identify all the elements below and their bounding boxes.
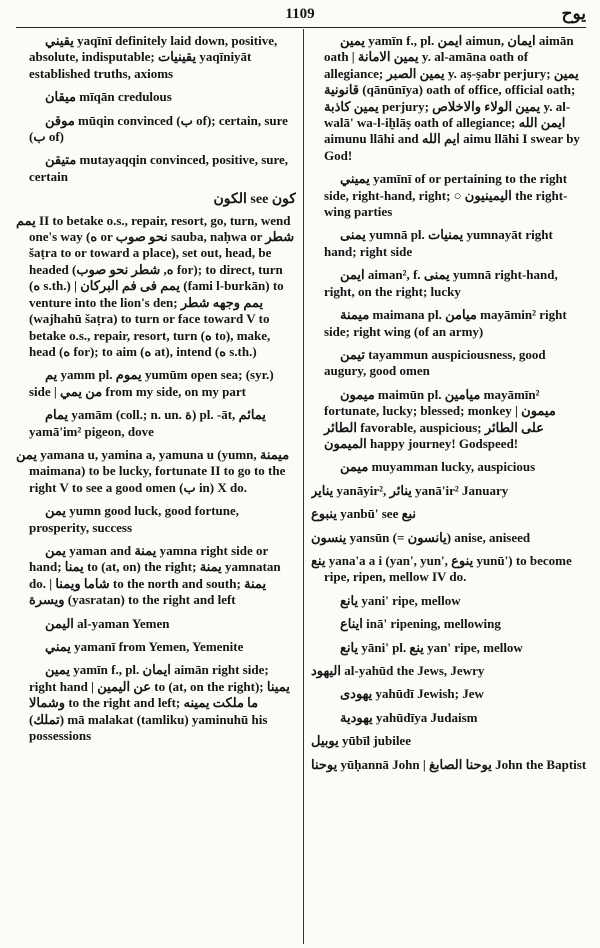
dictionary-entry: ينسون yansūn (= يانسون) anise, aniseed (311, 529, 531, 545)
dictionary-entry: يمام yamām (coll.; n. un. ة) pl. -āt, يمائم yamā'im² pigeon, dove (29, 407, 266, 439)
dictionary-entry: ينبوع yanbū' see نبع (311, 506, 417, 522)
dictionary-entry: يهودية yahūdīya Judaism (340, 709, 478, 725)
dictionary-entry: يهودى yahūdī Jewish; Jew (340, 686, 484, 702)
dictionary-entry: ايناع inā' ripening, mellowing (340, 616, 501, 632)
right-column (311, 33, 587, 780)
left-column (16, 33, 296, 751)
dictionary-entry: ايمن aiman², f. يمنى yumnā right-hand, right, on the right; lucky (324, 267, 558, 299)
dictionary-entry: يوحنا yūḥannā John | يوحنا الصابغ John the Baptist (311, 756, 587, 772)
dictionary-entry: يانع yani' ripe, mellow (340, 592, 461, 608)
dictionary-entry: يم yamm pl. يموم yumūm open sea; (syr.) side | من يمي from my side, on my part (29, 367, 274, 399)
dictionary-entry: ميمنة maimana pl. ميامن mayāmin² right side; right wing (of an army) (324, 307, 567, 339)
column-divider (303, 29, 304, 944)
dictionary-entry: يمم II to betake o.s., repair, resort, go, turn, wend one's way (ه or نحو صوب sauba, naḥwa or شطر šaṭra to or toward a place), set out, head, be headed (ه, شطر نحو صوب for); to direct, turn (ه s.th.) | يمم فى فم البركان (fami l-burkān) to venture into the lion's den; يمم وجهه شطر (wajhahū šaṭra) to turn or face toward V to betake o.s., repair, resort, turn (ه to), make, head (ه for); to aim (ه at), intend (ه s.th.) (16, 212, 295, 359)
dictionary-entry: يمني yamanī from Yemen, Yemenite (45, 639, 244, 654)
dictionary-entry: اليهود al-yahūd the Jews, Jewry (311, 663, 485, 678)
page-header (0, 2, 600, 28)
dictionary-entry: تيمن tayammun auspiciousness, good augury, good omen (324, 346, 546, 379)
dictionary-entry: يمنى yumnā pl. يمنيات yumnayāt right hand; right side (324, 227, 553, 259)
dictionary-entry: يوبيل yūbīl jubilee (311, 733, 411, 749)
dictionary-entry: موقن mūqin convinced (ب of); certain, sure (ب of) (29, 112, 288, 145)
dictionary-entry: يانع yāni' pl. ينع yan' ripe, mellow (340, 639, 523, 655)
dictionary-entry: ميمن muyamman lucky, auspicious (340, 459, 536, 475)
dictionary-entry: اليمن al-yaman Yemen (45, 615, 170, 631)
dictionary-entry: يقيني yaqīnī definitely laid down, positive, absolute, indisputable; يقينيات yaqīniyāt established truths, axioms (29, 33, 278, 81)
dictionary-entry: يمن yamana u, yamina a, yamuna u (yumn, ميمنة maimana) to be lucky, fortunate II to go to the right V to see a good omen (ب in) X do. (16, 446, 290, 495)
running-head: يوح (561, 4, 586, 23)
header-rule (16, 27, 586, 28)
dictionary-entry: يمن yumn good luck, good fortune, prosperity, success (29, 503, 240, 535)
dictionary-entry: ينع yana'a a i (yan', yun', ينوع yunū') to become ripe, ripen, mellow IV do. (311, 552, 572, 585)
dictionary-entry: ميمون maimūn pl. ميامين mayāmīn² fortunate, lucky; blessed; monkey | ميمون الطائر favorable, auspicious; على الطائر الميمون happy journey! Godspeed! (324, 386, 556, 451)
dictionary-entry: يمن yaman and يمنة yamna right side or hand; يمنا to (at, on) the right; يمنة yamnatan do. | شاما ويمنا to the north and south; يمنة ويسرة (yasratan) to the right and left (29, 542, 281, 608)
page-number: 1109 (285, 6, 315, 22)
dictionary-entry: يميني yamīnī of or pertaining to the right side, right-hand, right; ○ اليمينيون the right-wing parties (324, 171, 568, 220)
dictionary-entry: يناير yanāyir², ينائر yanā'ir² January (311, 482, 509, 498)
dictionary-entry: ميقان mīqān credulous (45, 89, 172, 105)
dictionary-entry: الكون see كون (213, 192, 296, 208)
dictionary-entry: يمين yamīn f., pl. ايمن aimun, ايمان aimān oath | يمين الامانة y. al-amāna oath of allegiance; يمين الصبر y. aṣ-ṣabr perjury; يمين قانونية (qānūnīya) oath of office, official oath; يمين كاذبة perjury; يمين الولاء والاخلاص y. al-walā' wa-l-iḫlāṣ oath of allegiance; ايمن الله aimunu llāhi and ايم الله aimu llāhi I swear by God! (324, 33, 580, 163)
dictionary-entry: يمين yamīn f., pl. ايمان aimān right side; right hand | عن اليمين to (at, on the right); يمينا وشمالا to the right and left; ما ملكت يمينه (تملك) mā malakat (tamliku) yaminuhū his possessions (29, 662, 290, 744)
dictionary-entry: متيقن mutayaqqin convinced, positive, sure, certain (29, 152, 289, 184)
